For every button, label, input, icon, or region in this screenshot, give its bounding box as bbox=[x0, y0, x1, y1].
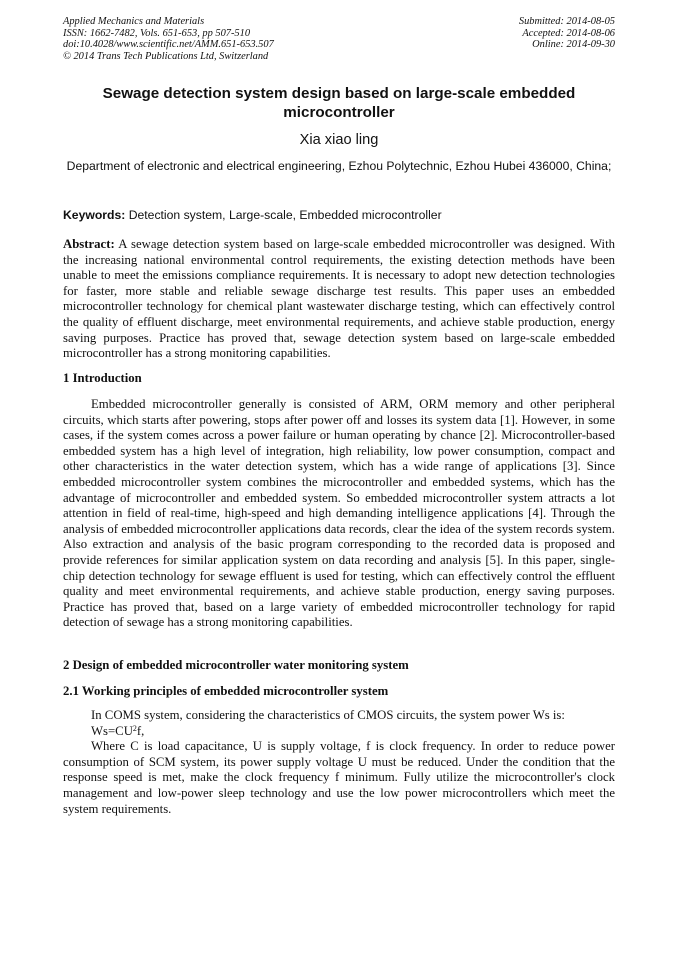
section-heading-introduction: 1 Introduction bbox=[63, 371, 142, 385]
power-formula bbox=[63, 724, 615, 740]
formula-exponent: 2 bbox=[132, 723, 137, 733]
formula-lhs: Ws=CU bbox=[91, 723, 133, 738]
journal-header-right bbox=[519, 16, 615, 51]
paper-title: Sewage detection system design based on large-scale embedded microcontroller bbox=[102, 85, 576, 121]
online-date: Online: 2014-09-30 bbox=[532, 39, 615, 51]
section-heading-design: 2 Design of embedded microcontroller water monitoring system bbox=[63, 658, 409, 672]
introduction-paragraph: Embedded microcontroller generally is consisted of ARM, ORM memory and other peripheral circuits, which starts after powering, stops after power off and losses its system data [1]. However, in some cases, if the system comes across a power failure or human operating by chance [2]. Microcontroller-based embedded system has a high level of integration, high reliability, low power consumption, compact and other characteristics in the water detection system, which has a wide range of applications [3]. Since embedded microcontroller system combines the microcontroller and embedded systems, which has the advantage of microcontroller and embedded system. So embedded microcontroller system attracts a lot attention in field of real-time, high-speed and high demanding intelligence applications [4]. Through the analysis of embedded microcontroller applications data records, clear the idea of the system records system. Also extraction and analysis of the basic program corresponding to the recorded data is proposed and provide references for similar application system on data recording and analysis [5]. In this paper, single-chip detection technology for sewage effluent is used for testing, which can effectively control the effluent quality and meet environmental requirements, and achieve stable production, energy saving purposes. Practice has proved that, based on a large variety of embedded microcontroller technology for rapid detection of sewage has a strong monitoring capabilities. bbox=[63, 397, 615, 630]
section-2-1-body bbox=[63, 708, 615, 817]
explanation-paragraph: Where C is load capacitance, U is supply voltage, f is clock frequency. In order to reduce power consumption of SCM system, its power supply voltage U must be reduced. Under the condition that the response speed is met, make the clock frequency f minimum. Fully utilize the microcontroller's clock management and low-power sleep technology and use the low power microcontrollers which meet the system requirements. bbox=[63, 739, 615, 816]
accepted-date: Accepted: 2014-08-06 bbox=[522, 27, 615, 39]
doi-line: doi:10.4028/www.scientific.net/AMM.651-653.507 bbox=[63, 39, 274, 51]
abstract-text: A sewage detection system based on large-scale embedded microcontroller was designed. With the increasing national environmental control requirements, the existing detection methods have been unable to meet the emissions compliance requirements. It is necessary to adopt new detection technologies for faster, more stable and reliable sewage discharge test results. This paper uses an embedded microcontroller technology for chemical plant wastewater discharge testing, which can effectively control the quality of effluent discharge, meet environmental requirements, and achieve stable production, energy saving purposes. Practice has proved that, sewage detection system based on large-scale embedded microcontroller has a strong monitoring capabilities. bbox=[63, 237, 615, 361]
author-name: Xia xiao ling bbox=[299, 132, 379, 148]
abstract-label: Abstract: bbox=[63, 237, 115, 251]
introduction-body bbox=[63, 397, 615, 631]
formula-rhs: f, bbox=[136, 723, 145, 738]
journal-name: Applied Mechanics and Materials bbox=[63, 16, 205, 27]
keywords-text: Detection system, Large-scale, Embedded microcontroller bbox=[125, 208, 442, 222]
issn-line: ISSN: 1662-7482, Vols. 651-653, pp 507-510 bbox=[63, 27, 251, 39]
keywords-label: Keywords: bbox=[63, 208, 126, 222]
journal-header-left bbox=[63, 16, 274, 63]
keywords bbox=[63, 207, 615, 223]
author-affiliation: Department of electronic and electrical engineering, Ezhou Polytechnic, Ezhou Hubei 436000, China; bbox=[66, 159, 612, 173]
subsection-heading-working-principles: 2.1 Working principles of embedded microcontroller system bbox=[63, 684, 389, 698]
copyright-line: © 2014 Trans Tech Publications Ltd, Switzerland bbox=[63, 51, 269, 63]
abstract bbox=[63, 237, 615, 362]
submitted-date: Submitted: 2014-08-05 bbox=[518, 16, 615, 27]
power-paragraph: In COMS system, considering the characteristics of CMOS circuits, the system power Ws is: bbox=[91, 708, 565, 722]
